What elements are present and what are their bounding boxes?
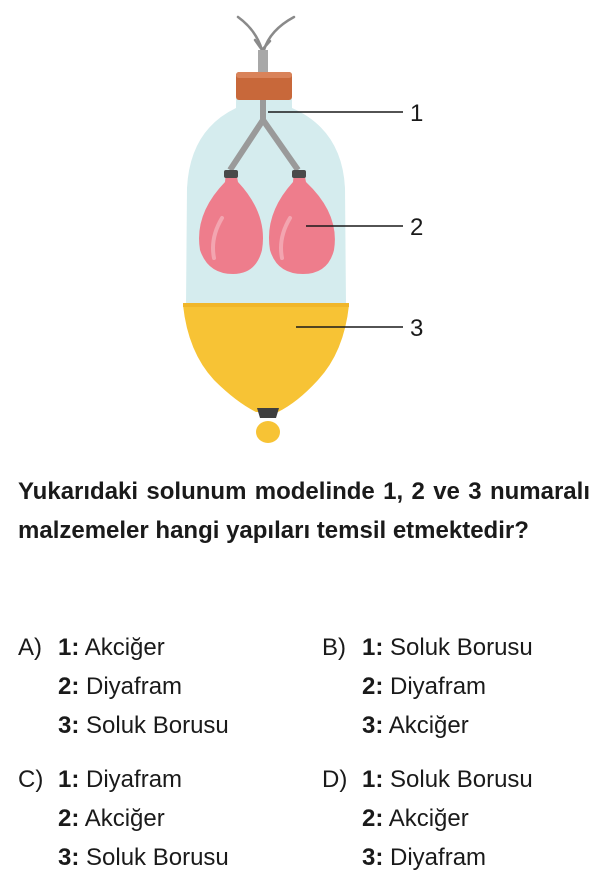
option-d[interactable] bbox=[322, 760, 533, 877]
diaphragm bbox=[183, 305, 349, 412]
option-item-text: Soluk Borusu bbox=[390, 634, 533, 661]
question-text: Yukarıdaki solunum modelinde 1, 2 ve 3 numaralı malzemeler hangi yapıları temsil etmektedir? bbox=[18, 478, 590, 544]
option-item-number: 1: bbox=[362, 634, 384, 661]
diaphragm-knot bbox=[257, 408, 279, 418]
option-item-text: Diyafram bbox=[86, 673, 183, 700]
option-item-text: Akciğer bbox=[84, 634, 165, 661]
diaphragm-tip bbox=[256, 421, 280, 443]
option-item-number: 3: bbox=[58, 712, 80, 739]
callout-label-3: 3 bbox=[410, 315, 424, 342]
option-letter: D) bbox=[322, 766, 348, 793]
option-item-text: Akciğer bbox=[388, 712, 469, 739]
tube-top bbox=[258, 50, 268, 74]
option-item-text: Akciğer bbox=[84, 805, 165, 832]
option-b[interactable] bbox=[322, 628, 533, 745]
option-item-number: 3: bbox=[362, 712, 384, 739]
option-item-number: 1: bbox=[58, 634, 80, 661]
option-item-number: 1: bbox=[58, 766, 80, 793]
option-item-text: Diyafram bbox=[86, 766, 183, 793]
option-item-text: Akciğer bbox=[388, 805, 469, 832]
option-item-number: 2: bbox=[362, 805, 384, 832]
option-a[interactable] bbox=[18, 628, 229, 745]
option-letter: C) bbox=[18, 766, 44, 793]
option-item-number: 1: bbox=[362, 766, 384, 793]
option-letter: A) bbox=[18, 634, 42, 661]
option-item-text: Soluk Borusu bbox=[86, 712, 229, 739]
option-letter: B) bbox=[322, 634, 346, 661]
option-item-text: Diyafram bbox=[390, 673, 487, 700]
option-item-number: 3: bbox=[362, 844, 384, 871]
cork-highlight bbox=[236, 72, 292, 78]
callout-label-2: 2 bbox=[410, 214, 424, 241]
air-arrow-icon bbox=[238, 17, 294, 50]
option-item-number: 2: bbox=[58, 673, 80, 700]
option-item-number: 2: bbox=[58, 805, 80, 832]
option-item-number: 3: bbox=[58, 844, 80, 871]
callout-label-1: 1 bbox=[410, 100, 424, 127]
option-item-text: Soluk Borusu bbox=[86, 844, 229, 871]
option-c[interactable] bbox=[18, 760, 229, 877]
option-item-text: Soluk Borusu bbox=[390, 766, 533, 793]
option-item-text: Diyafram bbox=[390, 844, 487, 871]
option-item-number: 2: bbox=[362, 673, 384, 700]
